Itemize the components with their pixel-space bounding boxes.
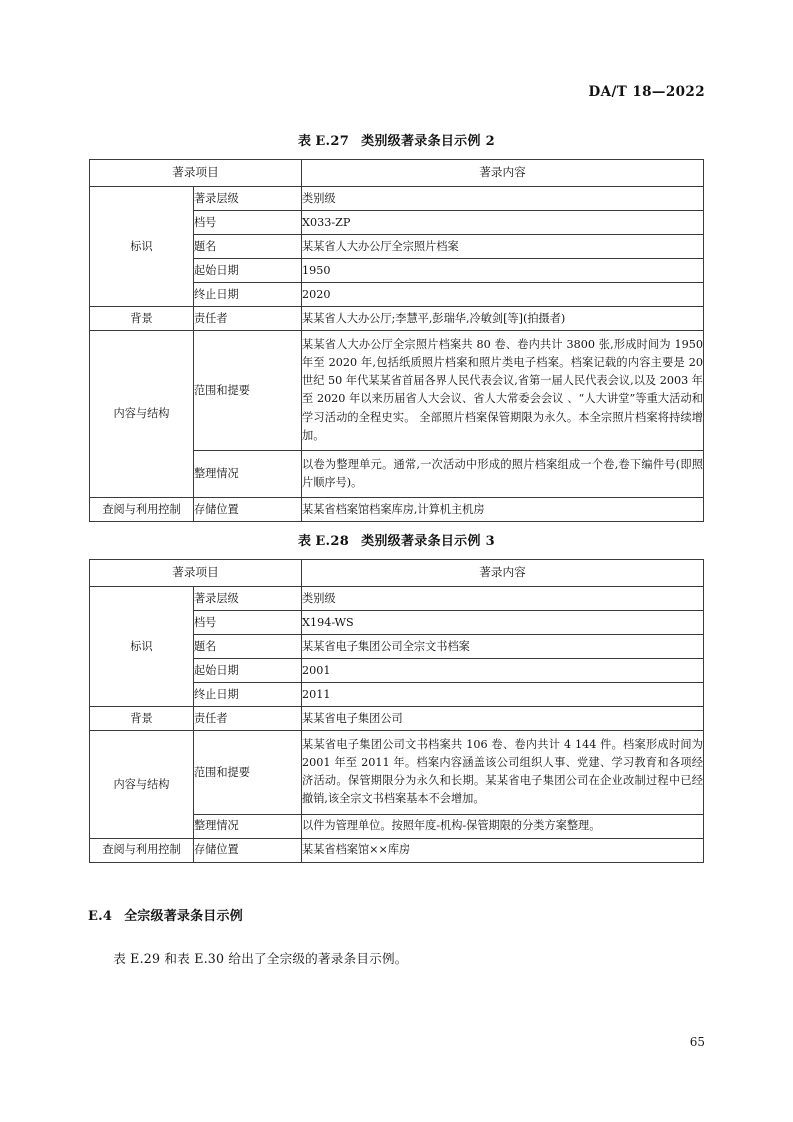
caption-number: E.27	[315, 134, 350, 149]
cell-group-label: 内容与结构	[89, 331, 193, 498]
cell-item-label: 起始日期	[193, 259, 301, 283]
cell-content-value: 某某省人大办公厅全宗照片档案	[302, 235, 704, 259]
section-number: E.4	[88, 909, 113, 924]
section-title: 全宗级著录条目示例	[124, 909, 243, 924]
caption-number: E.28	[315, 534, 350, 549]
page-number: 65	[689, 1035, 705, 1049]
cell-content-value: 某某省电子集团公司全宗文书档案	[302, 635, 704, 659]
cell-item-label: 题名	[193, 235, 301, 259]
table-row	[89, 731, 703, 815]
cell-content-value: 某某省人大办公厅;李慧平,彭瑞华,冷敏剑[等](拍摄者)	[302, 307, 704, 331]
cell-content-value: 某某省电子集团公司文书档案共 106 卷、卷内共计 4 144 件。档案形成时间为 2001 年至 2011 年。档案内容涵盖该公司组织人事、党建、学习教育和各项经济活动。保管期限分为永久和长期。某某省电子集团公司在企业改制过程中已经撤销,该全宗文书档案基本不会增加。	[302, 731, 704, 815]
entry-table-e28	[89, 559, 704, 863]
section-paragraph: 表 E.29 和表 E.30 给出了全宗级的著录条目示例。	[113, 951, 408, 966]
cell-content-value: 2001	[302, 659, 704, 683]
cell-item-label: 档号	[193, 611, 301, 635]
caption-title: 类别级著录条目示例 2	[361, 134, 495, 149]
cell-item-label: 范围和提要	[193, 731, 301, 815]
cell-content-value: X033-ZP	[302, 211, 704, 235]
table-row	[89, 307, 703, 331]
cell-content-value: 1950	[302, 259, 704, 283]
cell-item-label: 起始日期	[193, 659, 301, 683]
caption-label: 表	[298, 134, 312, 149]
cell-item-label: 著录层级	[193, 587, 301, 611]
table-header-row	[89, 160, 703, 187]
table-row	[89, 838, 703, 862]
cell-group-label: 背景	[89, 707, 193, 731]
table-block-e28	[0, 530, 793, 863]
table-row	[89, 331, 703, 451]
cell-item-label: 责任者	[193, 707, 301, 731]
cell-content-value: 以卷为整理单元。通常,一次活动中形成的照片档案组成一个卷,卷下编件号(即照片顺序号)。	[302, 450, 704, 497]
cell-group-label: 标识	[89, 187, 193, 307]
table-caption-e27	[0, 130, 793, 149]
cell-item-label: 题名	[193, 635, 301, 659]
cell-group-label: 标识	[89, 587, 193, 707]
cell-content-value: 以件为管理单位。按照年度-机构-保管期限的分类方案整理。	[302, 814, 704, 838]
cell-item-label: 存储位置	[193, 498, 301, 522]
cell-group-label: 内容与结构	[89, 731, 193, 839]
entry-table-e27	[89, 159, 704, 522]
table-caption-e28	[0, 530, 793, 549]
cell-content-value: 某某省电子集团公司	[302, 707, 704, 731]
cell-item-label: 责任者	[193, 307, 301, 331]
cell-item-label: 档号	[193, 211, 301, 235]
table-row	[89, 498, 703, 522]
column-header-content: 著录内容	[302, 160, 704, 187]
column-header-item: 著录项目	[89, 560, 301, 587]
cell-group-label: 查阅与利用控制	[89, 498, 193, 522]
table-header-row	[89, 560, 703, 587]
cell-item-label: 整理情况	[193, 814, 301, 838]
document-header-standard-code: DA/T 18—2022	[588, 84, 705, 100]
cell-content-value: 类别级	[302, 187, 704, 211]
cell-item-label: 范围和提要	[193, 331, 301, 451]
cell-group-label: 背景	[89, 307, 193, 331]
column-header-item: 著录项目	[89, 160, 301, 187]
table-row	[89, 187, 703, 211]
column-header-content: 著录内容	[302, 560, 704, 587]
section-e4	[88, 905, 705, 967]
cell-content-value: 某某省档案馆××库房	[302, 838, 704, 862]
cell-item-label: 终止日期	[193, 683, 301, 707]
table-row	[89, 707, 703, 731]
table-row	[89, 587, 703, 611]
cell-group-label: 查阅与利用控制	[89, 838, 193, 862]
cell-content-value: 某某省档案馆档案库房,计算机主机房	[302, 498, 704, 522]
cell-item-label: 终止日期	[193, 283, 301, 307]
cell-content-value: 某某省人大办公厅全宗照片档案共 80 卷、卷内共计 3800 张,形成时间为 1950 年至 2020 年,包括纸质照片档案和照片类电子档案。档案记载的内容主要是 20 世纪 50 年代某某省首届各界人民代表会议,省第一届人民代表会议,以及 2003 年至 2020 年以来历届省人大会议、省人大常委会会议 、“人大讲堂”等重大活动和学习活动的全程史实。 全部照片档案保管期限为永久。本全宗照片档案将持续增加。	[302, 331, 704, 451]
caption-label: 表	[298, 534, 312, 549]
cell-content-value: 2020	[302, 283, 704, 307]
cell-item-label: 存储位置	[193, 838, 301, 862]
caption-title: 类别级著录条目示例 3	[361, 534, 495, 549]
cell-item-label: 著录层级	[193, 187, 301, 211]
cell-content-value: 类别级	[302, 587, 704, 611]
cell-content-value: 2011	[302, 683, 704, 707]
table-block-e27	[0, 130, 793, 522]
section-heading	[88, 905, 705, 924]
cell-content-value: X194-WS	[302, 611, 704, 635]
cell-item-label: 整理情况	[193, 450, 301, 497]
